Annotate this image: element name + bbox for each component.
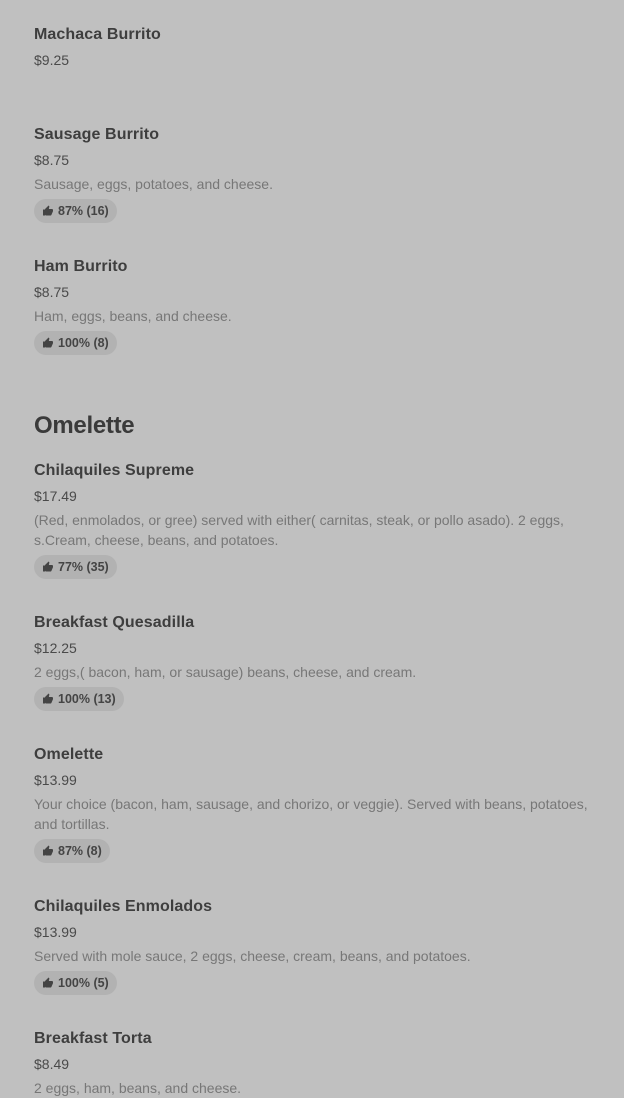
item-description: Your choice (bacon, ham, sausage, and chorizo, or veggie). Served with beans, potatoes, and tortillas. [34,796,588,832]
item-description: (Red, enmolados, or gree) served with either( carnitas, steak, or pollo asado). 2 eggs, s.Cream, cheese, beans, and potatoes. [34,512,564,548]
section-title: Omelette [34,412,135,439]
thumbs-up-icon [42,845,54,857]
rating-badge [34,555,117,579]
item-description: 2 eggs, ham, beans, and cheese. [34,1080,242,1096]
item-price: $9.25 [34,52,70,68]
item-name: Machaca Burrito [34,26,161,43]
item-price: $8.75 [34,284,70,300]
rating-badge [34,687,124,711]
thumbs-up-icon [42,337,54,349]
item-price: $13.99 [34,924,77,940]
item-price: $8.49 [34,1056,70,1072]
item-price: $8.75 [34,152,70,168]
thumbs-up-icon [42,205,54,217]
item-description: 2 eggs,( bacon, ham, or sausage) beans, cheese, and cream. [34,664,417,680]
menu-item[interactable] [34,125,604,223]
thumbs-up-icon [42,977,54,989]
item-name: Ham Burrito [34,258,128,275]
menu-item[interactable] [34,461,604,579]
item-name: Sausage Burrito [34,126,160,143]
rating-text: 100% (5) [58,976,109,990]
item-name: Breakfast Quesadilla [34,614,195,631]
rating-text: 87% (16) [58,204,109,218]
item-description: Ham, eggs, beans, and cheese. [34,308,232,324]
rating-badge [34,331,117,355]
item-price: $12.25 [34,640,77,656]
rating-badge [34,971,117,995]
rating-badge [34,839,110,863]
thumbs-up-icon [42,561,54,573]
menu-item[interactable] [34,613,604,711]
item-name: Breakfast Torta [34,1030,152,1047]
item-price: $17.49 [34,488,77,504]
menu-item[interactable] [34,257,604,355]
rating-badge [34,199,117,223]
item-name: Omelette [34,746,104,763]
rating-text: 87% (8) [58,844,102,858]
rating-text: 100% (8) [58,336,109,350]
item-price: $13.99 [34,772,77,788]
item-name: Chilaquiles Enmolados [34,898,213,915]
menu-item[interactable] [34,25,604,70]
menu-item[interactable] [34,745,604,863]
rating-text: 100% (13) [58,692,116,706]
item-description: Sausage, eggs, potatoes, and cheese. [34,176,273,192]
rating-text: 77% (35) [58,560,109,574]
thumbs-up-icon [42,693,54,705]
item-name: Chilaquiles Supreme [34,462,195,479]
item-description: Served with mole sauce, 2 eggs, cheese, cream, beans, and potatoes. [34,948,471,964]
menu-item[interactable] [34,897,604,995]
